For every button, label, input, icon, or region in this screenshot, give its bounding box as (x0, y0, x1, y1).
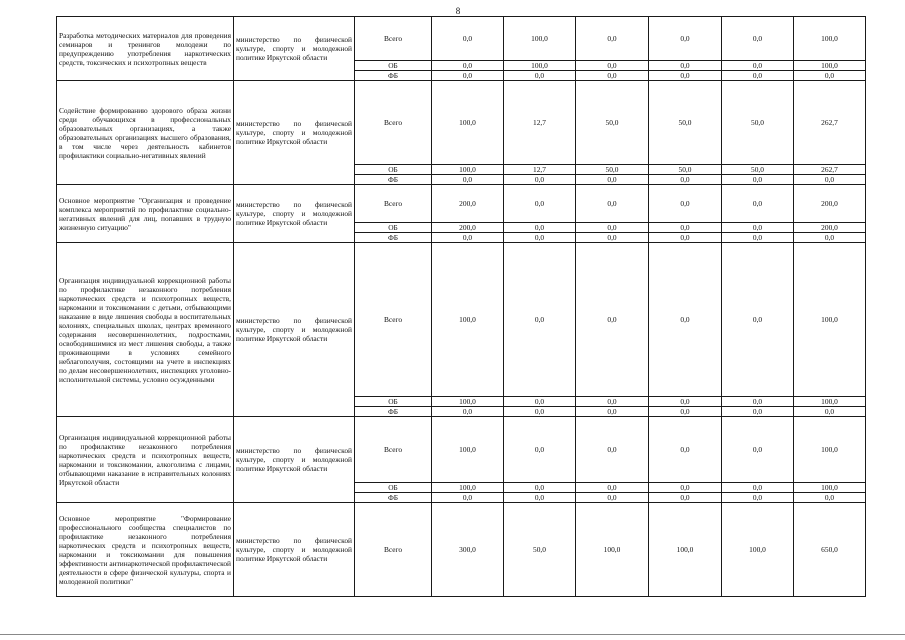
amount-cell: 0,0 (794, 493, 866, 503)
amount-cell: 0,0 (504, 71, 576, 81)
amount-cell: 0,0 (576, 483, 649, 493)
amount-cell: 0,0 (794, 233, 866, 243)
page-number: 8 (455, 6, 461, 16)
amount-cell: 100,0 (794, 61, 866, 71)
funding-source-label: Всего (355, 503, 432, 597)
amount-cell: 0,0 (649, 483, 722, 493)
activity-description: Основное мероприятие "Формирование профессионального сообщества специалистов по профилактике незаконного потребления наркотических средств и психотропных веществ, наркомании и токсикомании для повышения эффективности антинаркотической профилактической деятельности в сфере физической культуры, спорта и молодежной политики" (57, 503, 234, 597)
amount-cell: 100,0 (722, 503, 794, 597)
funding-source-label: Всего (355, 243, 432, 397)
amount-cell: 0,0 (722, 483, 794, 493)
funding-source-label: ФБ (355, 233, 432, 243)
amount-cell: 100,0 (432, 165, 504, 175)
amount-cell: 0,0 (576, 185, 649, 223)
amount-cell: 262,7 (794, 81, 866, 165)
amount-cell: 100,0 (794, 417, 866, 483)
amount-cell: 12,7 (504, 81, 576, 165)
amount-cell: 0,0 (432, 175, 504, 185)
amount-cell: 0,0 (722, 17, 794, 61)
amount-cell: 100,0 (794, 483, 866, 493)
amount-cell: 100,0 (504, 17, 576, 61)
amount-cell: 0,0 (794, 71, 866, 81)
amount-cell: 0,0 (576, 61, 649, 71)
funding-source-label: ФБ (355, 407, 432, 417)
amount-cell: 0,0 (504, 397, 576, 407)
amount-cell: 12,7 (504, 165, 576, 175)
amount-cell: 0,0 (576, 407, 649, 417)
funding-source-label: Всего (355, 81, 432, 165)
amount-cell: 0,0 (722, 61, 794, 71)
amount-cell: 50,0 (722, 165, 794, 175)
amount-cell: 100,0 (794, 243, 866, 397)
amount-cell: 0,0 (649, 185, 722, 223)
amount-cell: 50,0 (504, 503, 576, 597)
amount-cell: 100,0 (794, 397, 866, 407)
amount-cell: 0,0 (649, 17, 722, 61)
amount-cell: 0,0 (576, 493, 649, 503)
amount-cell: 100,0 (432, 483, 504, 493)
page-bottom-edge (0, 634, 905, 635)
activity-description: Организация индивидуальной коррекционной работы по профилактике незаконного потребления наркотических средств и психотропных веществ, наркомании и токсикомании с детьми, отбывающими наказание в виде лишения свободы в воспитательных колониях, специальных школах, центрах временного содержания несовершеннолетних, подростками, освободившимися из мест лишения свободы, а также проживающими в условиях семейного неблагополучия, состоящими на учете в инспекциях по делам несовершеннолетних, инспекциях уголовно-исполнительной системы, условно осужденными (57, 243, 234, 417)
amount-cell: 0,0 (432, 407, 504, 417)
amount-cell: 200,0 (432, 223, 504, 233)
amount-cell: 0,0 (432, 493, 504, 503)
funding-source-label: ОБ (355, 61, 432, 71)
funding-source-label: Всего (355, 417, 432, 483)
responsible-agency: министерство по физической культуре, спорту и молодежной политике Иркутской области (234, 503, 355, 597)
funding-source-label: ОБ (355, 483, 432, 493)
amount-cell: 0,0 (576, 243, 649, 397)
amount-cell: 0,0 (576, 397, 649, 407)
amount-cell: 200,0 (794, 185, 866, 223)
amount-cell: 0,0 (504, 417, 576, 483)
amount-cell: 200,0 (432, 185, 504, 223)
amount-cell: 0,0 (576, 233, 649, 243)
funding-source-label: Всего (355, 185, 432, 223)
amount-cell: 0,0 (722, 71, 794, 81)
amount-cell: 100,0 (794, 17, 866, 61)
amount-cell: 0,0 (504, 185, 576, 223)
amount-cell: 0,0 (722, 397, 794, 407)
budget-table (56, 16, 866, 597)
amount-cell: 0,0 (649, 71, 722, 81)
amount-cell: 0,0 (504, 493, 576, 503)
amount-cell: 0,0 (504, 175, 576, 185)
amount-cell: 262,7 (794, 165, 866, 175)
amount-cell: 0,0 (649, 233, 722, 243)
funding-source-label: ОБ (355, 165, 432, 175)
amount-cell: 0,0 (649, 243, 722, 397)
amount-cell: 0,0 (576, 223, 649, 233)
amount-cell: 100,0 (432, 397, 504, 407)
table-row (57, 417, 866, 483)
amount-cell: 100,0 (576, 503, 649, 597)
amount-cell: 0,0 (722, 185, 794, 223)
amount-cell: 0,0 (722, 493, 794, 503)
amount-cell: 0,0 (576, 71, 649, 81)
amount-cell: 0,0 (722, 223, 794, 233)
amount-cell: 50,0 (649, 81, 722, 165)
amount-cell: 50,0 (649, 165, 722, 175)
funding-source-label: ФБ (355, 175, 432, 185)
table-row (57, 185, 866, 223)
responsible-agency: министерство по физической культуре, спорту и молодежной политике Иркутской области (234, 243, 355, 417)
responsible-agency: министерство по физической культуре, спорту и молодежной политике Иркутской области (234, 417, 355, 503)
table-body (57, 17, 866, 597)
amount-cell: 0,0 (504, 407, 576, 417)
amount-cell: 0,0 (649, 61, 722, 71)
amount-cell: 0,0 (576, 175, 649, 185)
amount-cell: 100,0 (432, 417, 504, 483)
amount-cell: 0,0 (722, 233, 794, 243)
amount-cell: 200,0 (794, 223, 866, 233)
amount-cell: 0,0 (432, 17, 504, 61)
table-row (57, 17, 866, 61)
amount-cell: 0,0 (649, 397, 722, 407)
amount-cell: 0,0 (504, 243, 576, 397)
amount-cell: 50,0 (576, 81, 649, 165)
funding-source-label: Всего (355, 17, 432, 61)
funding-source-label: ФБ (355, 71, 432, 81)
funding-source-label: ОБ (355, 397, 432, 407)
amount-cell: 100,0 (649, 503, 722, 597)
activity-description: Основное мероприятие "Организация и проведение комплекса мероприятий по профилактике социально-негативных явлений для лиц, попавших в трудную жизненную ситуацию" (57, 185, 234, 243)
amount-cell: 100,0 (432, 81, 504, 165)
funding-source-label: ОБ (355, 223, 432, 233)
amount-cell: 0,0 (432, 61, 504, 71)
amount-cell: 0,0 (722, 407, 794, 417)
amount-cell: 50,0 (722, 81, 794, 165)
table-row (57, 503, 866, 597)
activity-description: Разработка методических материалов для проведения семинаров и тренингов молодежи по предупреждению употребления наркотических средств, токсических и психотропных веществ (57, 17, 234, 81)
amount-cell: 0,0 (432, 71, 504, 81)
amount-cell: 0,0 (794, 407, 866, 417)
amount-cell: 650,0 (794, 503, 866, 597)
amount-cell: 0,0 (722, 243, 794, 397)
funding-source-label: ФБ (355, 493, 432, 503)
responsible-agency: министерство по физической культуре, спорту и молодежной политике Иркутской области (234, 185, 355, 243)
table-row (57, 81, 866, 165)
amount-cell: 100,0 (504, 61, 576, 71)
activity-description: Содействие формированию здорового образа жизни среди обучающихся в профессиональных образовательных организациях, а также образовательных организациях высшего образования, в том числе через деятельность кабинетов профилактики социально-негативных явлений (57, 81, 234, 185)
activity-description: Организация индивидуальной коррекционной работы по профилактике незаконного потребления наркотических средств и психотропных веществ, наркомании и токсикомании, алкоголизма с лицами, отбывающими наказание в исправительных колониях Иркутской области (57, 417, 234, 503)
amount-cell: 0,0 (722, 175, 794, 185)
amount-cell: 0,0 (649, 493, 722, 503)
table-row (57, 243, 866, 397)
amount-cell: 0,0 (504, 233, 576, 243)
amount-cell: 100,0 (432, 243, 504, 397)
amount-cell: 0,0 (649, 175, 722, 185)
amount-cell: 0,0 (649, 223, 722, 233)
amount-cell: 0,0 (649, 417, 722, 483)
amount-cell: 0,0 (722, 417, 794, 483)
amount-cell: 0,0 (504, 483, 576, 493)
responsible-agency: министерство по физической культуре, спорту и молодежной политике Иркутской области (234, 17, 355, 81)
amount-cell: 0,0 (576, 17, 649, 61)
amount-cell: 0,0 (649, 407, 722, 417)
amount-cell: 300,0 (432, 503, 504, 597)
amount-cell: 0,0 (576, 417, 649, 483)
amount-cell: 0,0 (432, 233, 504, 243)
amount-cell: 0,0 (504, 223, 576, 233)
responsible-agency: министерство по физической культуре, спорту и молодежной политике Иркутской области (234, 81, 355, 185)
amount-cell: 50,0 (576, 165, 649, 175)
amount-cell: 0,0 (794, 175, 866, 185)
